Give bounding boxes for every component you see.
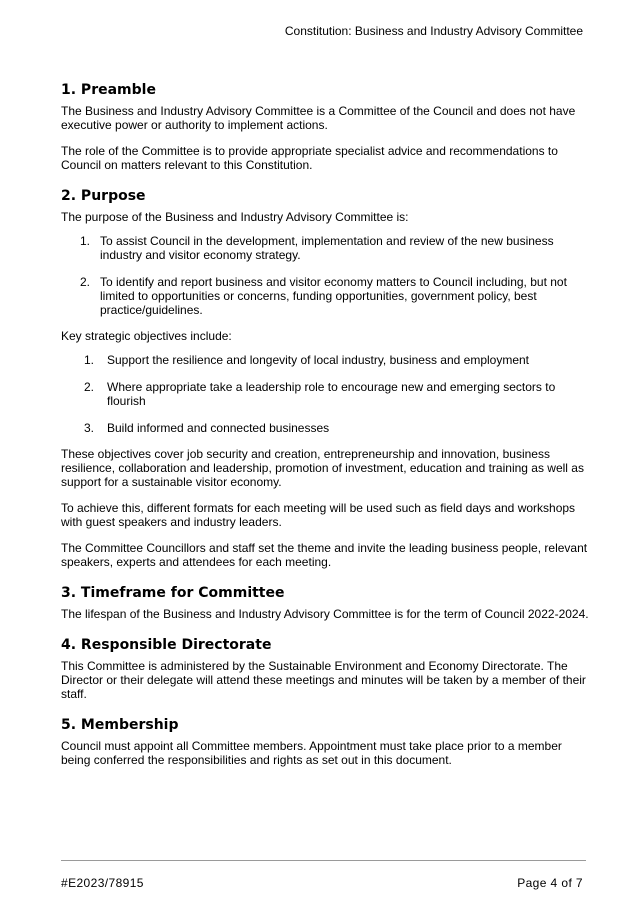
list-text: To identify and report business and visitor economy matters to Council including, but not limited to opportunities or concerns, funding opportunities, government policy, best practice/guidelines. bbox=[100, 275, 567, 317]
document-body bbox=[61, 80, 591, 767]
list-number: 1. bbox=[80, 234, 91, 248]
list-text: To assist Council in the development, implementation and review of the new business industry and visitor economy strategy. bbox=[100, 234, 554, 262]
list-text: Build informed and connected businesses bbox=[107, 421, 330, 435]
list-number: 1. bbox=[84, 353, 95, 367]
purpose-intro: The purpose of the Business and Industry Advisory Committee is: bbox=[61, 210, 409, 224]
purpose-paragraph: To achieve this, different formats for each meeting will be used such as field days and workshops with guest speakers and industry leaders. bbox=[61, 501, 576, 529]
section-heading-purpose: 2. Purpose bbox=[61, 188, 146, 204]
list-number: 2. bbox=[84, 380, 95, 394]
footer-divider bbox=[61, 860, 586, 861]
list-number: 2. bbox=[80, 275, 91, 289]
page-header: Constitution: Business and Industry Advisory Committee bbox=[284, 24, 583, 38]
page-number: Page 4 of 7 bbox=[517, 876, 583, 890]
purpose-paragraph: These objectives cover job security and creation, entrepreneurship and innovation, business resilience, collaboration and leadership, promotion of investment, education and training as well as support for a sustainable visitor economy. bbox=[61, 447, 584, 489]
section-heading-directorate: 4. Responsible Directorate bbox=[61, 637, 272, 653]
purpose-list bbox=[61, 234, 591, 317]
section-heading-preamble: 1. Preamble bbox=[61, 82, 156, 98]
list-number: 3. bbox=[84, 421, 95, 435]
section-heading-membership: 5. Membership bbox=[61, 717, 179, 733]
list-item bbox=[61, 353, 591, 367]
membership-paragraph: Council must appoint all Committee members. Appointment must take place prior to a member being conferred the responsibilities and rights as set out in this document. bbox=[61, 739, 562, 767]
preamble-paragraph: The Business and Industry Advisory Committee is a Committee of the Council and does not have executive power or authority to implement actions. bbox=[61, 104, 576, 132]
list-text: Where appropriate take a leadership role to encourage new and emerging sectors to flourish bbox=[107, 380, 556, 408]
list-item bbox=[61, 380, 591, 408]
section-heading-timeframe: 3. Timeframe for Committee bbox=[61, 585, 285, 601]
list-item bbox=[61, 275, 591, 317]
preamble-paragraph: The role of the Committee is to provide appropriate specialist advice and recommendations to Council on matters relevant to this Constitution. bbox=[61, 144, 558, 172]
list-item bbox=[61, 421, 591, 435]
list-text: Support the resilience and longevity of local industry, business and employment bbox=[107, 353, 530, 367]
directorate-paragraph: This Committee is administered by the Sustainable Environment and Economy Directorate. The Director or their delegate will attend these meetings and minutes will be taken by a member of their staff. bbox=[61, 659, 586, 701]
purpose-paragraph: The Committee Councillors and staff set the theme and invite the leading business people, relevant speakers, experts and attendees for each meeting. bbox=[61, 541, 588, 569]
document-reference: #E2023/78915 bbox=[61, 876, 144, 890]
objectives-intro: Key strategic objectives include: bbox=[61, 329, 232, 343]
timeframe-paragraph: The lifespan of the Business and Industry Advisory Committee is for the term of Council 2022-2024. bbox=[61, 607, 589, 621]
objectives-list bbox=[61, 353, 591, 435]
list-item bbox=[61, 234, 591, 262]
